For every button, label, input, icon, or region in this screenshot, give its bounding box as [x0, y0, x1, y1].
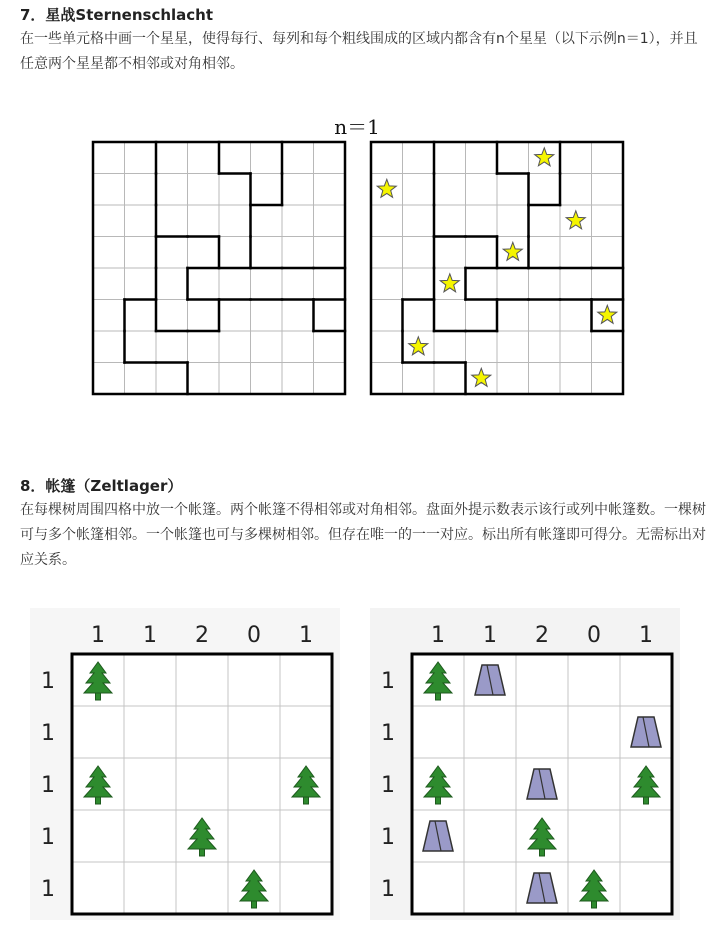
section-8-description: 在每棵树周围四格中放一个帐篷。两个帐篷不得相邻或对角相邻。盘面外提示数表示该行或列中帐篷数。一棵树可与多个帐篷相邻。一个帐篷也可与多棵树相邻。但存在唯一的一一对应。标出所有帐篷即可得分。无需标出对应关系。: [20, 502, 706, 568]
column-clue: 1: [639, 623, 653, 648]
column-clue: 0: [247, 623, 261, 648]
row-clue: 1: [41, 669, 55, 694]
tents-puzzle-grid: [30, 608, 340, 920]
column-clue: 1: [431, 623, 445, 648]
star-battle-solution-grid: [371, 142, 623, 394]
column-clue: 1: [483, 623, 497, 648]
star-battle-figure: [0, 110, 726, 410]
section-7-heading: 7．星战Sternenschlacht: [20, 6, 214, 24]
column-clue: 1: [91, 623, 105, 648]
tents-figure: [0, 608, 726, 938]
column-clue: 1: [143, 623, 157, 648]
row-clue: 1: [381, 669, 395, 694]
row-clue: 1: [381, 877, 395, 902]
star-battle-puzzle-grid: [93, 142, 345, 394]
row-clue: 1: [41, 825, 55, 850]
row-clue: 1: [41, 773, 55, 798]
row-clue: 1: [381, 825, 395, 850]
column-clue: 2: [195, 623, 209, 648]
row-clue: 1: [381, 773, 395, 798]
row-clue: 1: [41, 877, 55, 902]
tents-solution-grid: [370, 608, 680, 920]
column-clue: 2: [535, 623, 549, 648]
section-8-heading: 8．帐篷（Zeltlager）: [20, 477, 183, 495]
row-clue: 1: [41, 721, 55, 746]
star-battle-caption: n＝1: [334, 115, 380, 139]
column-clue: 1: [299, 623, 313, 648]
section-7-description: 在一些单元格中画一个星星，使得每行、每列和每个粗线围成的区域内都含有n个星星（以下示例n＝1），并且任意两个星星都不相邻或对角相邻。: [20, 31, 698, 72]
row-clue: 1: [381, 721, 395, 746]
column-clue: 0: [587, 623, 601, 648]
